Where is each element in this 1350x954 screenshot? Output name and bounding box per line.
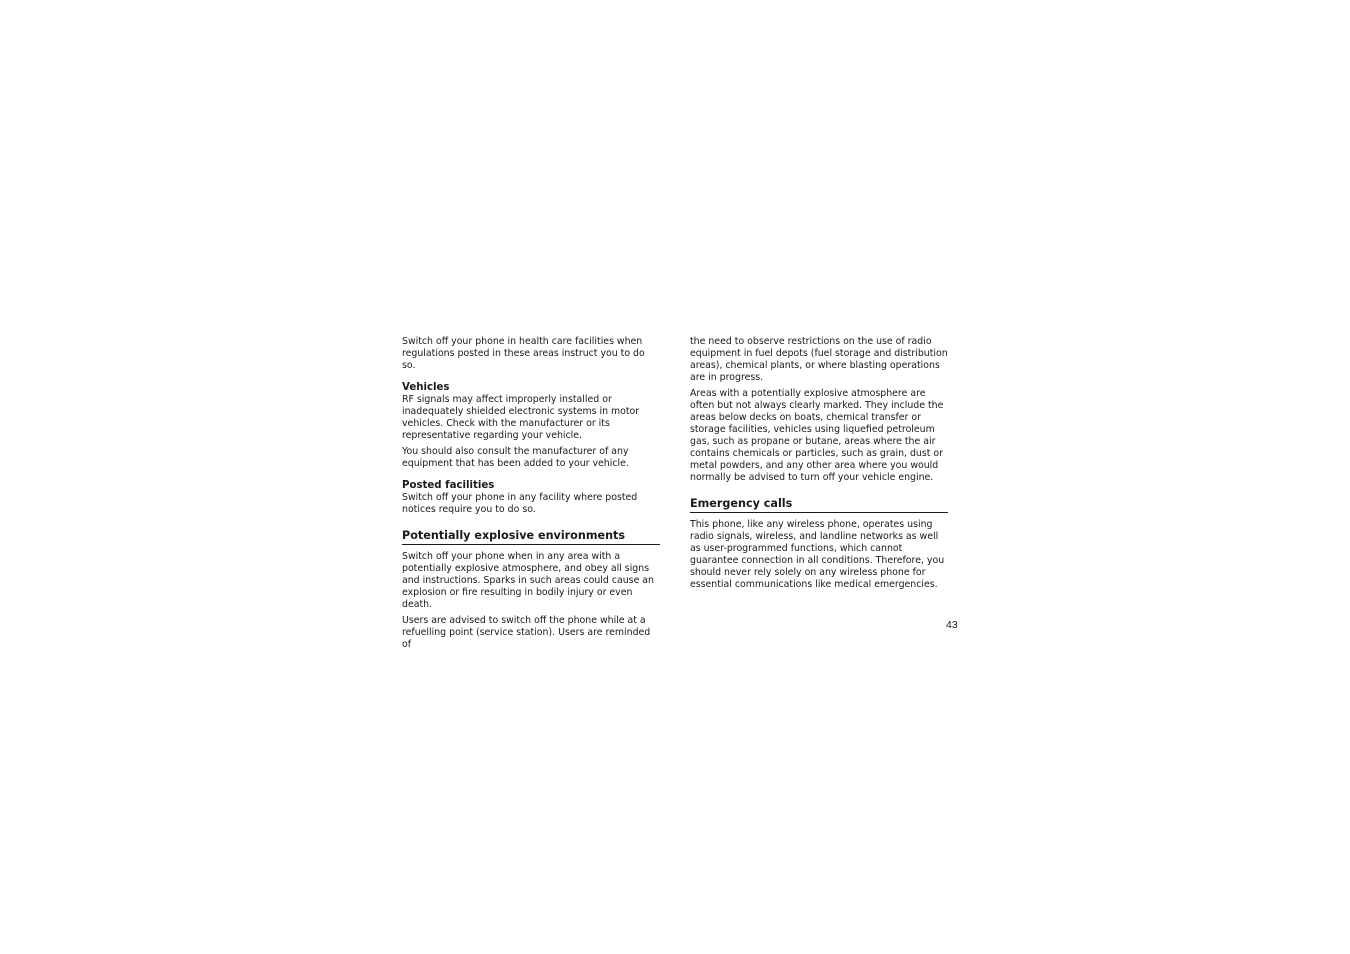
explosive-environments-heading: Potentially explosive environments (402, 528, 660, 545)
vehicles-paragraph-2: You should also consult the manufacturer of any equipment that has been added to your vehicle. (402, 446, 629, 469)
explosive-paragraph-1: Switch off your phone when in any area with a potentially explosive atmosphere, and obey all signs and instructions. Sparks in such areas could cause an explosion or fire resulting in bodily injury or even death. (402, 551, 654, 610)
left-column (402, 336, 660, 655)
intro-paragraph: Switch off your phone in health care facilities when regulations posted in these areas instruct you to do so. (402, 336, 645, 371)
right-column (690, 336, 948, 595)
vehicles-paragraph-1: RF signals may affect improperly installed or inadequately shielded electronic systems in motor vehicles. Check with the manufacturer or its representative regarding your vehicle. (402, 394, 640, 441)
emergency-calls-heading: Emergency calls (690, 496, 948, 513)
posted-facilities-heading: Posted facilities (402, 480, 495, 491)
posted-facilities-paragraph: Switch off your phone in any facility where posted notices require you to do so. (402, 492, 638, 515)
page-number: 43 (946, 619, 958, 631)
explosive-areas-paragraph: Areas with a potentially explosive atmosphere are often but not always clearly marked. They include the areas below decks on boats, chemical transfer or storage facilities, vehicles using liquefied petroleum gas, such as propane or butane, areas where the air contains chemicals or particles, such as grain, dust or metal powders, and any other area where you would normally be advised to turn off your vehicle engine. (690, 388, 944, 483)
emergency-calls-paragraph: This phone, like any wireless phone, operates using radio signals, wireless, and landline networks as well as user-programmed functions, which cannot guarantee connection in all conditions. Therefore, you should never rely solely on any wireless phone for essential communications like medical emergencies. (690, 519, 945, 590)
continuation-paragraph: the need to observe restrictions on the use of radio equipment in fuel depots (fuel storage and distribution areas), chemical plants, or where blasting operations are in progress. (690, 336, 948, 383)
vehicles-heading: Vehicles (402, 382, 450, 393)
explosive-paragraph-2: Users are advised to switch off the phone while at a refuelling point (service station). Users are reminded of (402, 615, 651, 650)
